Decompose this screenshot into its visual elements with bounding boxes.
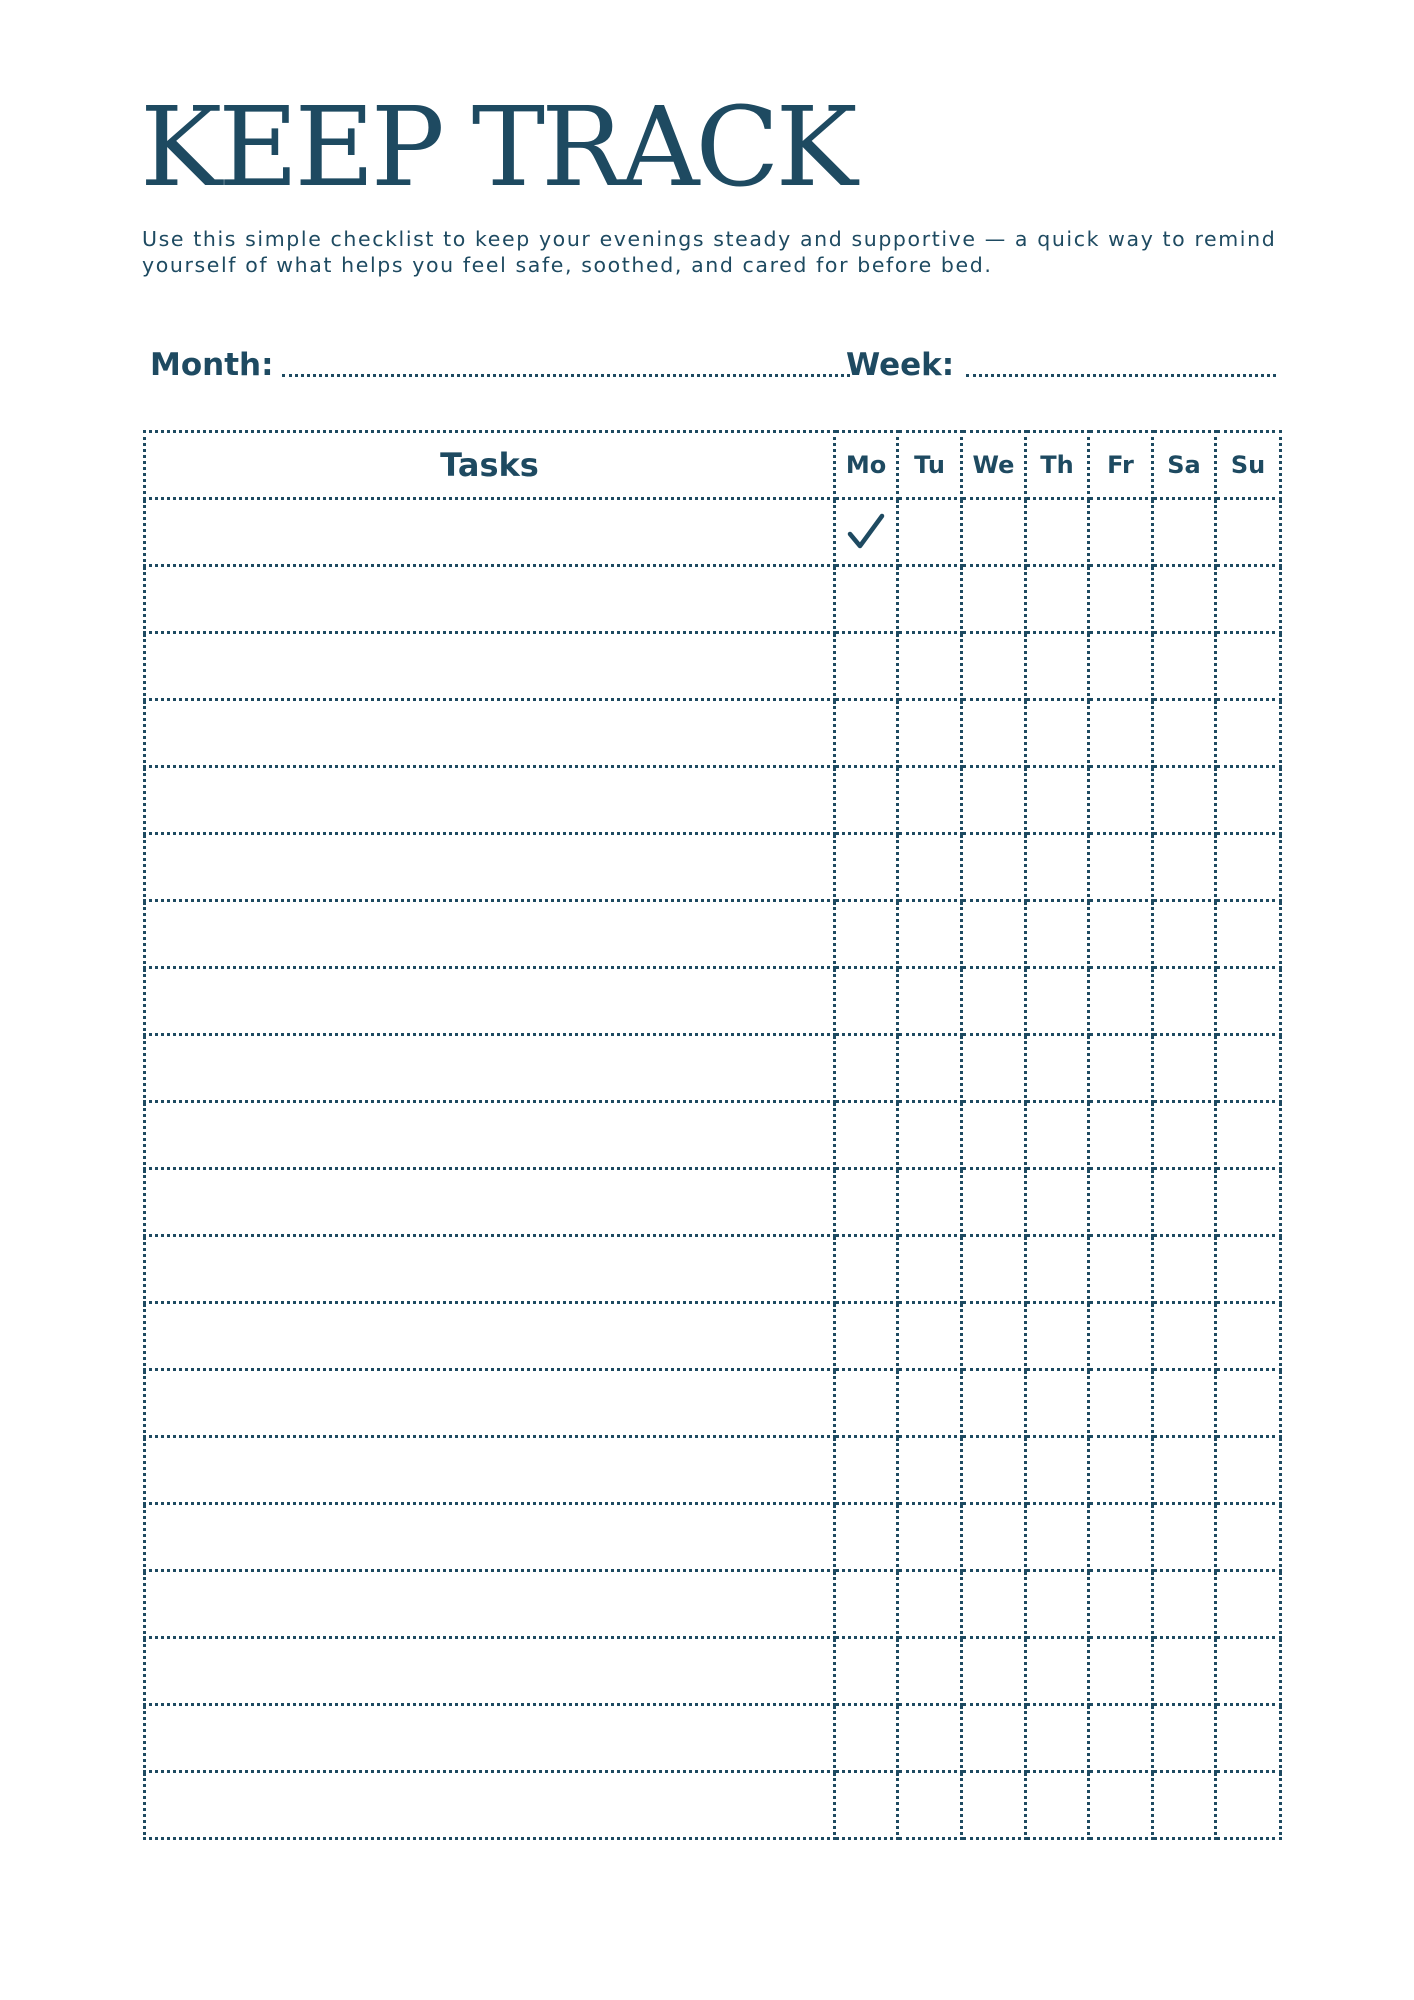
- day-check-cell-th[interactable]: [1026, 1303, 1089, 1370]
- week-field[interactable]: [846, 345, 1276, 385]
- day-check-cell-su[interactable]: [1216, 700, 1281, 767]
- day-header-fr: Fr: [1089, 432, 1153, 499]
- day-check-cell-sa[interactable]: [1153, 1035, 1216, 1102]
- task-cell[interactable]: [145, 1102, 835, 1169]
- day-check-cell-th[interactable]: [1026, 834, 1089, 901]
- day-check-cell-fr[interactable]: [1089, 1035, 1153, 1102]
- day-check-cell-sa[interactable]: [1153, 499, 1216, 566]
- task-cell[interactable]: [145, 1370, 835, 1437]
- day-check-cell-th[interactable]: [1026, 1169, 1089, 1236]
- habit-tracker-table: [143, 430, 1282, 1840]
- month-input-line[interactable]: [282, 374, 850, 377]
- task-cell[interactable]: [145, 1303, 835, 1370]
- day-check-cell-tu[interactable]: [898, 499, 962, 566]
- day-check-cell-th[interactable]: [1026, 1571, 1089, 1638]
- day-check-cell-mo[interactable]: [835, 1303, 898, 1370]
- day-check-cell-th[interactable]: [1026, 1504, 1089, 1571]
- day-check-cell-th[interactable]: [1026, 1370, 1089, 1437]
- day-check-cell-we[interactable]: [962, 1504, 1026, 1571]
- day-check-cell-we[interactable]: [962, 1236, 1026, 1303]
- day-check-cell-sa[interactable]: [1153, 1504, 1216, 1571]
- day-check-cell-we[interactable]: [962, 499, 1026, 566]
- day-check-cell-sa[interactable]: [1153, 1638, 1216, 1705]
- day-check-cell-th[interactable]: [1026, 1437, 1089, 1504]
- day-check-cell-mo[interactable]: [835, 968, 898, 1035]
- task-cell[interactable]: [145, 901, 835, 968]
- day-check-cell-we[interactable]: [962, 1437, 1026, 1504]
- day-check-cell-fr[interactable]: [1089, 700, 1153, 767]
- table-row: [145, 1772, 1281, 1839]
- day-check-cell-su[interactable]: [1216, 1705, 1281, 1772]
- day-check-cell-su[interactable]: [1216, 1035, 1281, 1102]
- day-check-cell-tu[interactable]: [898, 968, 962, 1035]
- day-header-su: Su: [1216, 432, 1281, 499]
- day-check-cell-th[interactable]: [1026, 901, 1089, 968]
- day-check-cell-sa[interactable]: [1153, 1169, 1216, 1236]
- day-check-cell-mo[interactable]: [835, 1035, 898, 1102]
- intro-text: Use this simple checklist to keep your evenings steady and supportive — a quick way to remind yourself of what helps you feel safe, soothed, and cared for before bed.: [142, 227, 1277, 277]
- day-check-cell-mo[interactable]: [835, 1772, 898, 1839]
- task-cell[interactable]: [145, 700, 835, 767]
- day-check-cell-we[interactable]: [962, 834, 1026, 901]
- table-row: [145, 499, 1281, 566]
- day-check-cell-mo[interactable]: [835, 901, 898, 968]
- day-check-cell-we[interactable]: [962, 767, 1026, 834]
- day-check-cell-we[interactable]: [962, 1638, 1026, 1705]
- day-check-cell-fr[interactable]: [1089, 834, 1153, 901]
- day-check-cell-fr[interactable]: [1089, 968, 1153, 1035]
- day-check-cell-tu[interactable]: [898, 1102, 962, 1169]
- day-check-cell-th[interactable]: [1026, 968, 1089, 1035]
- day-check-cell-sa[interactable]: [1153, 1303, 1216, 1370]
- day-check-cell-tu[interactable]: [898, 700, 962, 767]
- day-check-cell-su[interactable]: [1216, 1638, 1281, 1705]
- day-check-cell-th[interactable]: [1026, 633, 1089, 700]
- task-cell[interactable]: [145, 1236, 835, 1303]
- day-check-cell-mo[interactable]: [835, 1102, 898, 1169]
- day-check-cell-we[interactable]: [962, 1035, 1026, 1102]
- table-row: [145, 1571, 1281, 1638]
- day-check-cell-th[interactable]: [1026, 1638, 1089, 1705]
- day-check-cell-tu[interactable]: [898, 834, 962, 901]
- task-cell[interactable]: [145, 1638, 835, 1705]
- table-row: [145, 834, 1281, 901]
- task-cell[interactable]: [145, 1437, 835, 1504]
- day-check-cell-mo[interactable]: [835, 1504, 898, 1571]
- day-check-cell-mo[interactable]: [835, 566, 898, 633]
- day-check-cell-we[interactable]: [962, 1772, 1026, 1839]
- table-row: [145, 566, 1281, 633]
- day-check-cell-tu[interactable]: [898, 1772, 962, 1839]
- day-check-cell-we[interactable]: [962, 901, 1026, 968]
- table-row: [145, 633, 1281, 700]
- day-check-cell-we[interactable]: [962, 968, 1026, 1035]
- task-cell[interactable]: [145, 834, 835, 901]
- day-check-cell-fr[interactable]: [1089, 1437, 1153, 1504]
- day-check-cell-th[interactable]: [1026, 1102, 1089, 1169]
- day-check-cell-th[interactable]: [1026, 1035, 1089, 1102]
- day-check-cell-sa[interactable]: [1153, 700, 1216, 767]
- day-check-cell-su[interactable]: [1216, 968, 1281, 1035]
- task-cell[interactable]: [145, 566, 835, 633]
- day-check-cell-fr[interactable]: [1089, 566, 1153, 633]
- day-check-cell-mo[interactable]: [835, 700, 898, 767]
- table-row: [145, 1102, 1281, 1169]
- day-check-cell-mo[interactable]: [835, 1705, 898, 1772]
- day-check-cell-we[interactable]: [962, 633, 1026, 700]
- day-check-cell-fr[interactable]: [1089, 1370, 1153, 1437]
- day-header-sa: Sa: [1153, 432, 1216, 499]
- table-row: [145, 767, 1281, 834]
- task-cell[interactable]: [145, 968, 835, 1035]
- day-header-mo: Mo: [835, 432, 898, 499]
- day-check-cell-su[interactable]: [1216, 1370, 1281, 1437]
- day-check-cell-fr[interactable]: [1089, 1571, 1153, 1638]
- tasks-header: Tasks: [145, 432, 835, 499]
- day-check-cell-mo[interactable]: [835, 834, 898, 901]
- day-check-cell-mo[interactable]: [835, 1370, 898, 1437]
- day-check-cell-mo[interactable]: [835, 1236, 898, 1303]
- day-check-cell-tu[interactable]: [898, 901, 962, 968]
- day-check-cell-su[interactable]: [1216, 1437, 1281, 1504]
- day-check-cell-tu[interactable]: [898, 1571, 962, 1638]
- day-check-cell-sa[interactable]: [1153, 1370, 1216, 1437]
- day-check-cell-su[interactable]: [1216, 1102, 1281, 1169]
- day-check-cell-mo[interactable]: [835, 499, 898, 566]
- day-check-cell-tu[interactable]: [898, 1504, 962, 1571]
- day-check-cell-su[interactable]: [1216, 566, 1281, 633]
- day-check-cell-tu[interactable]: [898, 566, 962, 633]
- tracker-body: [145, 499, 1281, 1839]
- table-row: [145, 1638, 1281, 1705]
- day-check-cell-mo[interactable]: [835, 633, 898, 700]
- week-input-line[interactable]: [966, 374, 1276, 377]
- day-check-cell-th[interactable]: [1026, 700, 1089, 767]
- task-cell[interactable]: [145, 1169, 835, 1236]
- day-check-cell-tu[interactable]: [898, 1370, 962, 1437]
- task-cell[interactable]: [145, 1571, 835, 1638]
- day-check-cell-tu[interactable]: [898, 767, 962, 834]
- day-check-cell-fr[interactable]: [1089, 1102, 1153, 1169]
- day-check-cell-we[interactable]: [962, 1705, 1026, 1772]
- day-header-we: We: [962, 432, 1026, 499]
- day-check-cell-tu[interactable]: [898, 1236, 962, 1303]
- day-check-cell-sa[interactable]: [1153, 968, 1216, 1035]
- table-row: [145, 1504, 1281, 1571]
- day-check-cell-we[interactable]: [962, 1303, 1026, 1370]
- day-check-cell-we[interactable]: [962, 566, 1026, 633]
- day-check-cell-su[interactable]: [1216, 1236, 1281, 1303]
- day-check-cell-sa[interactable]: [1153, 1705, 1216, 1772]
- day-check-cell-th[interactable]: [1026, 499, 1089, 566]
- day-check-cell-fr[interactable]: [1089, 1772, 1153, 1839]
- table-header-row: [145, 432, 1281, 499]
- task-cell[interactable]: [145, 499, 835, 566]
- day-check-cell-su[interactable]: [1216, 1169, 1281, 1236]
- day-check-cell-fr[interactable]: [1089, 1705, 1153, 1772]
- table-row: [145, 700, 1281, 767]
- day-check-cell-su[interactable]: [1216, 1571, 1281, 1638]
- day-check-cell-su[interactable]: [1216, 1772, 1281, 1839]
- day-check-cell-mo[interactable]: [835, 1638, 898, 1705]
- day-check-cell-fr[interactable]: [1089, 633, 1153, 700]
- task-cell[interactable]: [145, 1504, 835, 1571]
- table-row: [145, 1169, 1281, 1236]
- day-check-cell-sa[interactable]: [1153, 834, 1216, 901]
- day-check-cell-su[interactable]: [1216, 1504, 1281, 1571]
- day-check-cell-sa[interactable]: [1153, 1102, 1216, 1169]
- day-check-cell-su[interactable]: [1216, 633, 1281, 700]
- day-check-cell-mo[interactable]: [835, 767, 898, 834]
- task-cell[interactable]: [145, 1705, 835, 1772]
- day-check-cell-th[interactable]: [1026, 566, 1089, 633]
- day-check-cell-sa[interactable]: [1153, 767, 1216, 834]
- day-header-tu: Tu: [898, 432, 962, 499]
- day-check-cell-sa[interactable]: [1153, 1571, 1216, 1638]
- day-check-cell-fr[interactable]: [1089, 1303, 1153, 1370]
- day-check-cell-mo[interactable]: [835, 1571, 898, 1638]
- day-check-cell-th[interactable]: [1026, 1705, 1089, 1772]
- day-check-cell-su[interactable]: [1216, 1303, 1281, 1370]
- day-check-cell-sa[interactable]: [1153, 566, 1216, 633]
- day-check-cell-th[interactable]: [1026, 1772, 1089, 1839]
- day-check-cell-su[interactable]: [1216, 499, 1281, 566]
- month-label: Month:: [150, 347, 274, 383]
- day-check-cell-mo[interactable]: [835, 1169, 898, 1236]
- day-header-th: Th: [1026, 432, 1089, 499]
- day-check-cell-mo[interactable]: [835, 1437, 898, 1504]
- day-check-cell-we[interactable]: [962, 1102, 1026, 1169]
- table-row: [145, 901, 1281, 968]
- task-cell[interactable]: [145, 1035, 835, 1102]
- table-row: [145, 1705, 1281, 1772]
- day-check-cell-we[interactable]: [962, 1370, 1026, 1437]
- day-check-cell-sa[interactable]: [1153, 1772, 1216, 1839]
- day-check-cell-fr[interactable]: [1089, 1638, 1153, 1705]
- task-cell[interactable]: [145, 767, 835, 834]
- day-check-cell-fr[interactable]: [1089, 1169, 1153, 1236]
- day-check-cell-fr[interactable]: [1089, 1236, 1153, 1303]
- day-check-cell-sa[interactable]: [1153, 1236, 1216, 1303]
- day-check-cell-sa[interactable]: [1153, 1437, 1216, 1504]
- day-check-cell-sa[interactable]: [1153, 633, 1216, 700]
- checkmark-icon: [844, 510, 888, 554]
- task-cell[interactable]: [145, 633, 835, 700]
- table-row: [145, 1303, 1281, 1370]
- day-check-cell-sa[interactable]: [1153, 901, 1216, 968]
- day-check-cell-tu[interactable]: [898, 1638, 962, 1705]
- day-check-cell-su[interactable]: [1216, 901, 1281, 968]
- day-check-cell-fr[interactable]: [1089, 499, 1153, 566]
- day-check-cell-fr[interactable]: [1089, 901, 1153, 968]
- table-row: [145, 968, 1281, 1035]
- table-row: [145, 1370, 1281, 1437]
- day-check-cell-we[interactable]: [962, 700, 1026, 767]
- day-check-cell-su[interactable]: [1216, 767, 1281, 834]
- day-check-cell-th[interactable]: [1026, 1236, 1089, 1303]
- week-label: Week:: [846, 347, 955, 383]
- table-row: [145, 1236, 1281, 1303]
- day-check-cell-tu[interactable]: [898, 1035, 962, 1102]
- day-check-cell-tu[interactable]: [898, 633, 962, 700]
- day-check-cell-tu[interactable]: [898, 1303, 962, 1370]
- day-check-cell-su[interactable]: [1216, 834, 1281, 901]
- day-check-cell-we[interactable]: [962, 1169, 1026, 1236]
- table-row: [145, 1437, 1281, 1504]
- day-check-cell-fr[interactable]: [1089, 1504, 1153, 1571]
- day-check-cell-th[interactable]: [1026, 767, 1089, 834]
- day-check-cell-we[interactable]: [962, 1571, 1026, 1638]
- table-row: [145, 1035, 1281, 1102]
- task-cell[interactable]: [145, 1772, 835, 1839]
- day-check-cell-tu[interactable]: [898, 1705, 962, 1772]
- day-check-cell-tu[interactable]: [898, 1169, 962, 1236]
- page-title: KEEP TRACK: [140, 83, 854, 211]
- day-check-cell-fr[interactable]: [1089, 767, 1153, 834]
- day-check-cell-tu[interactable]: [898, 1437, 962, 1504]
- month-field[interactable]: [150, 345, 850, 385]
